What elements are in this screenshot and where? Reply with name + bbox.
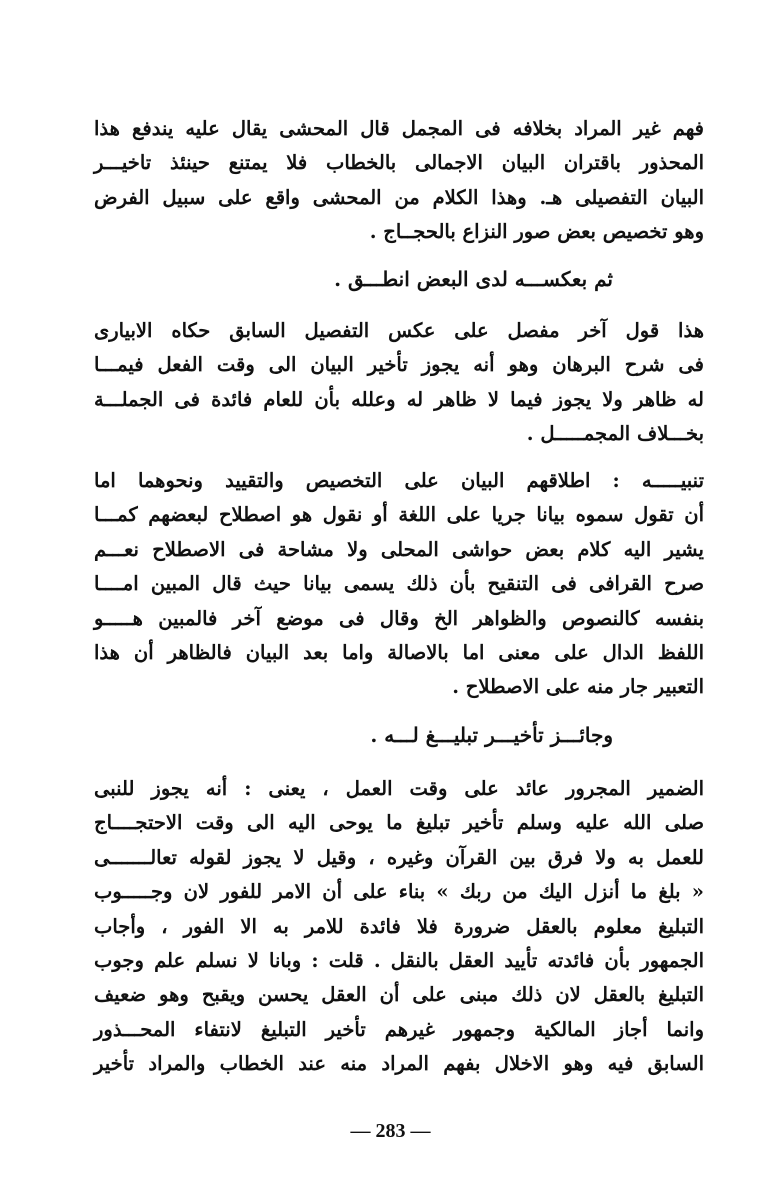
text-line: الجمهور بأن فائدته تأييد العقل بالنقل . قلت : وبانا لا نسلم علم وجوب [94, 949, 704, 973]
text-line: فى شرح البرهان وهو أنه يجوز تأخير البيان الى وقت الفعل فيمـــا [94, 353, 704, 377]
text-line: التعبير جار منه على الاصطلاح . [452, 675, 704, 699]
text-line: « بلغ ما أنزل اليك من ربك » بناء على أن الامر للفور لان وجـــــوب [94, 880, 704, 904]
text-line: وهو تخصيص بعض صور النزاع بالحجــاج . [369, 220, 704, 244]
text-line: اللفظ الدال على معنى اما بالاصالة واما بعد البيان فالظاهر أن هذا [94, 641, 704, 665]
paragraph-1 [94, 112, 704, 250]
text-line: بنفسه كالنصوص والظواهر الخ وقال فى موضع آخر فالمبين هـــــو [94, 606, 704, 630]
text-line: يشير اليه كلام بعض حواشى المحلى ولا مشاحة فى الاصطلاح نعـــم [94, 537, 704, 561]
text-line: الضمير المجرور عائد على وقت العمل ، يعنى : أنه يجوز للنبى [94, 777, 704, 800]
text-line: البيان التفصيلى هـ. وهذا الكلام من المحشى واقع على سبيل الفرض [94, 185, 704, 209]
text-line: أن تقول سموه بيانا جريا على اللغة أو نقول هو اصطلاح لبعضهم كمـــا [94, 503, 704, 527]
text-line: هذا قول آخر مفصل على عكس التفصيل السابق حكاه الابيارى [94, 319, 704, 342]
text-line: صرح القرافى فى التنقيح بأن ذلك يسمى بيانا حيث قال المبين امــــا [94, 572, 704, 596]
verse-line-2: وجائـــز تأخيـــر تبليـــغ لـــه . [370, 723, 613, 747]
text-line: التبليغ معلوم بالعقل ضرورة فلا فائدة للامر به الا الفور ، وأجاب [94, 914, 704, 938]
text-line: للعمل به ولا فرق بين القرآن وغيره ، وقيل لا يجوز لقوله تعالـــــــى [94, 845, 704, 869]
text-line: بخـــلاف المجمـــــل . [526, 422, 704, 446]
text-line: السابق فيه وهو الاخلال بفهم المراد منه عند الخطاب والمراد تأخير [94, 1052, 704, 1076]
verse-line-1: ثم بعكســـه لدى البعض انطـــق . [334, 267, 613, 291]
text-line: صلى الله عليه وسلم تأخير تبليغ ما يوحى اليه الى وقت الاحتجــــاج [94, 811, 704, 835]
text-line: المحذور باقتران البيان الاجمالى بالخطاب فلا يمتنع حينئذ تاخيـــر [94, 151, 704, 175]
page-number: — 283 — [350, 1120, 431, 1142]
paragraph-4 [94, 772, 704, 1082]
text-line: التبليغ بالعقل لان ذلك مبنى على أن العقل يحسن ويقبح وهو ضعيف [94, 983, 704, 1007]
text-line: وانما أجاز المالكية وجمهور غيرهم تأخير التبليغ لانتفاء المحـــذور [94, 1017, 704, 1041]
text-line: تنبيـــــه : اطلاقهم البيان على التخصيص والتقييد ونحوهما اما [94, 469, 704, 492]
text-line: له ظاهر ولا يجوز فيما لا ظاهر له وعلله بأن للعام فائدة فى الجملـــة [94, 387, 704, 411]
paragraph-2 [94, 314, 704, 452]
text-line: فهم غير المراد بخلافه فى المجمل قال المحشى يقال عليه يندفع هذا [94, 117, 704, 140]
paragraph-3-note [94, 464, 704, 705]
